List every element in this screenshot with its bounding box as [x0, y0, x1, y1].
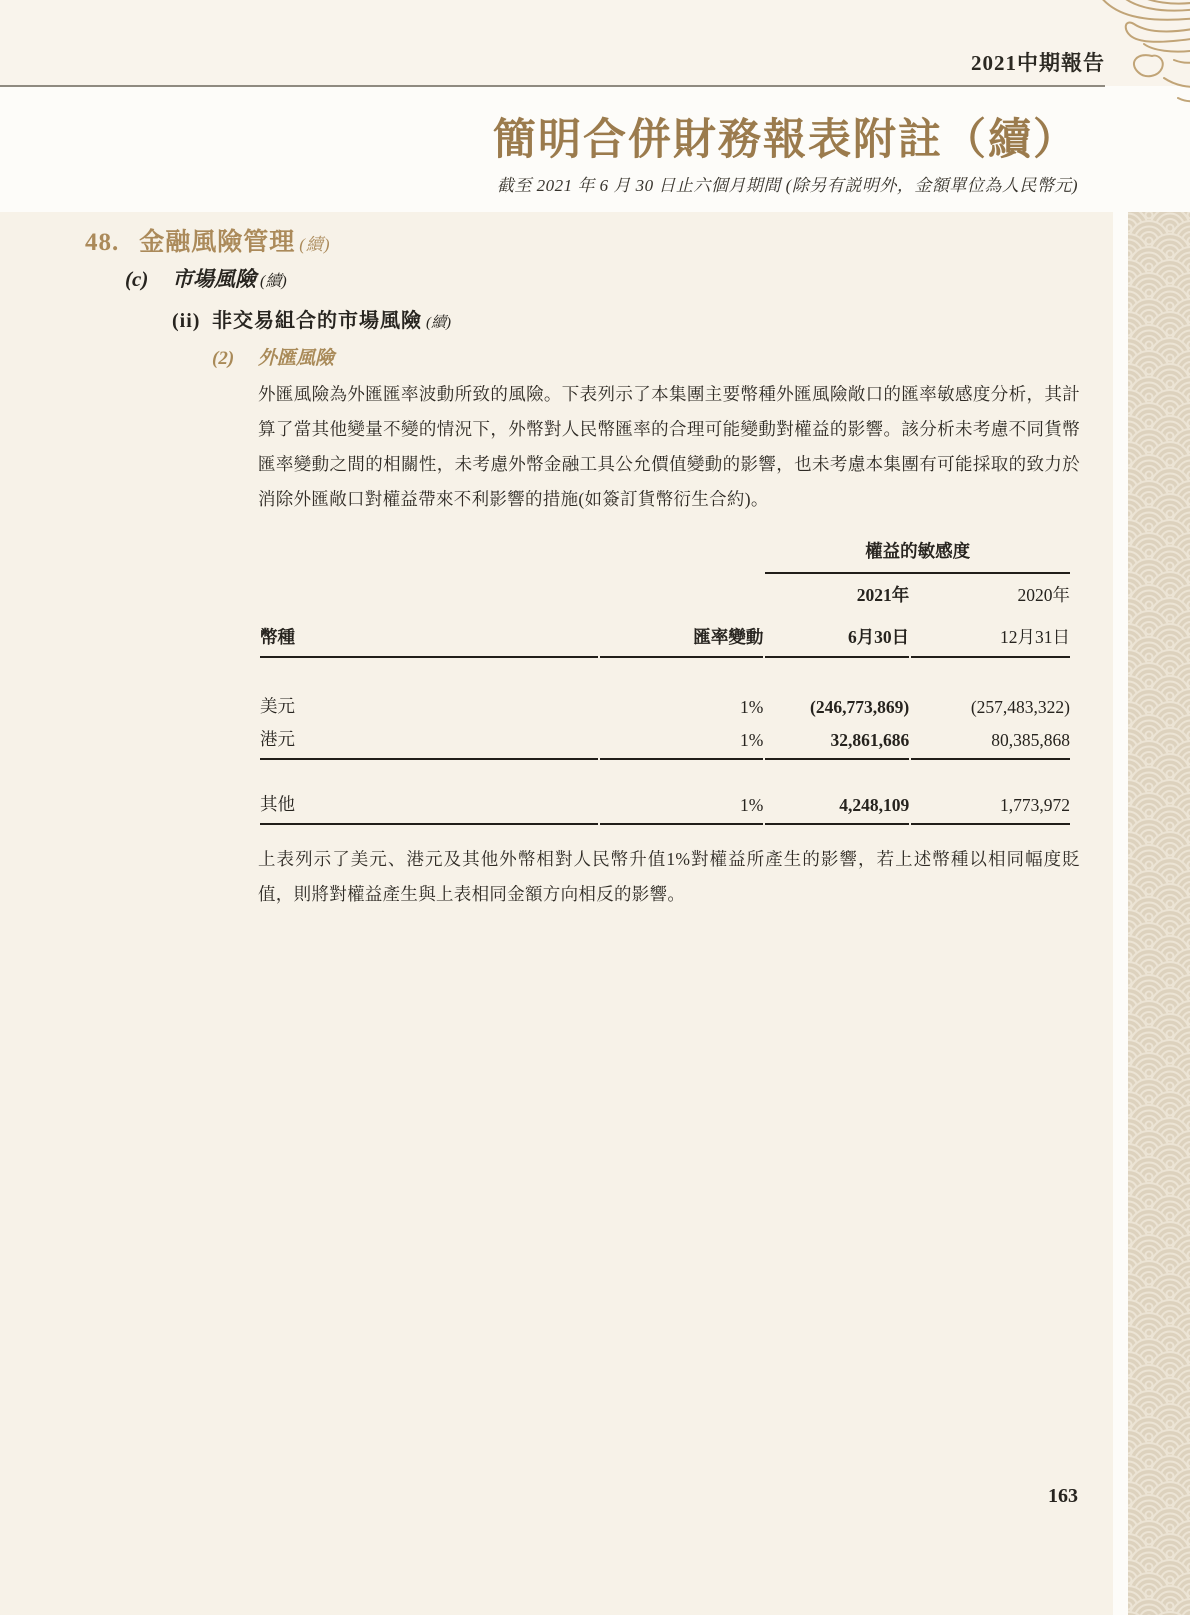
cell-currency: 其他 [260, 790, 598, 825]
cell-change: 1% [600, 725, 764, 760]
table-row-hkd [260, 725, 1070, 760]
cell-2021: 32,861,686 [765, 725, 909, 760]
subsection-ii-heading [172, 304, 451, 333]
subsection-ii-title: 非交易組合的市場風險 [212, 310, 422, 332]
col-currency: 幣種 [260, 614, 598, 658]
subsection-ii-continued: (續) [426, 315, 451, 331]
section-48-heading [85, 222, 331, 258]
section-title: 金融風險管理 [139, 229, 296, 256]
cell-2021: 4,248,109 [765, 790, 909, 825]
note-paragraph: 上表列示了美元、港元及其他外幣相對人民幣升值1%對權益所產生的影響，若上述幣種以相同幅度貶值，則將對權益產生與上表相同金額方向相反的影響。 [258, 849, 1080, 904]
col-date-2021: 6月30日 [765, 614, 909, 658]
page-subtitle: 截至 2021 年 6 月 30 日止六個月期間 (除另有説明外，金額單位為人民幣元) [496, 176, 1078, 195]
cell-2020: 80,385,868 [911, 725, 1070, 760]
cell-2020: 1,773,972 [911, 790, 1070, 825]
cell-2020: (257,483,322) [970, 697, 1070, 717]
table-column-header-row [260, 614, 1070, 658]
subsection-2-title: 外匯風險 [258, 348, 335, 369]
subsection-ii-label: (ii) [172, 310, 201, 332]
table-row-usd [260, 690, 1070, 725]
subsection-c-continued: (續) [260, 273, 287, 290]
cell-2021: (246,773,869) [810, 697, 910, 717]
subsection-c-title: 市場風險 [172, 267, 256, 291]
fx-sensitivity-table [258, 536, 1072, 825]
year-2021: 2021年 [856, 585, 910, 605]
table-group-header-row [260, 536, 1070, 574]
report-label: 2021中期報告 [971, 51, 1105, 75]
subsection-c-heading [125, 263, 287, 293]
intro-paragraph: 外匯風險為外匯匯率波動所致的風險。下表列示了本集團主要幣種外匯風險敞口的匯率敏感度分析，其計算了當其他變量不變的情況下，外幣對人民幣匯率的合理可能變動對權益的影響。該分析未考慮不同貨幣匯率變動之間的相關性，未考慮外幣金融工具公允價值變動的影響，也未考慮本集團有可能採取的致力於消除外匯敞口對權益帶來不利影響的措施(如簽訂貨幣衍生合約)。 [258, 384, 1080, 509]
section-continued: (續) [299, 235, 331, 254]
table-row-other [260, 790, 1070, 825]
cell-currency: 美元 [260, 696, 295, 716]
table-year-row [260, 574, 1070, 614]
page-title: 簡明合併財務報表附註（續） [493, 117, 1078, 164]
subsection-2-heading [212, 343, 334, 370]
col-date-2020: 12月31日 [911, 614, 1070, 658]
page-number: 163 [1048, 1485, 1078, 1507]
year-2020: 2020年 [1017, 585, 1070, 605]
spacer-row [260, 658, 1070, 690]
subsection-2-label: (2) [212, 348, 235, 369]
spacer-row [260, 760, 1070, 790]
equity-sensitivity-header: 權益的敏感度 [765, 536, 1070, 574]
cell-change: 1% [600, 790, 764, 825]
section-number: 48. [85, 229, 120, 256]
cell-currency: 港元 [260, 725, 598, 760]
subsection-c-label: (c) [125, 267, 149, 291]
col-rate-change: 匯率變動 [600, 614, 764, 658]
cell-change: 1% [740, 697, 764, 717]
